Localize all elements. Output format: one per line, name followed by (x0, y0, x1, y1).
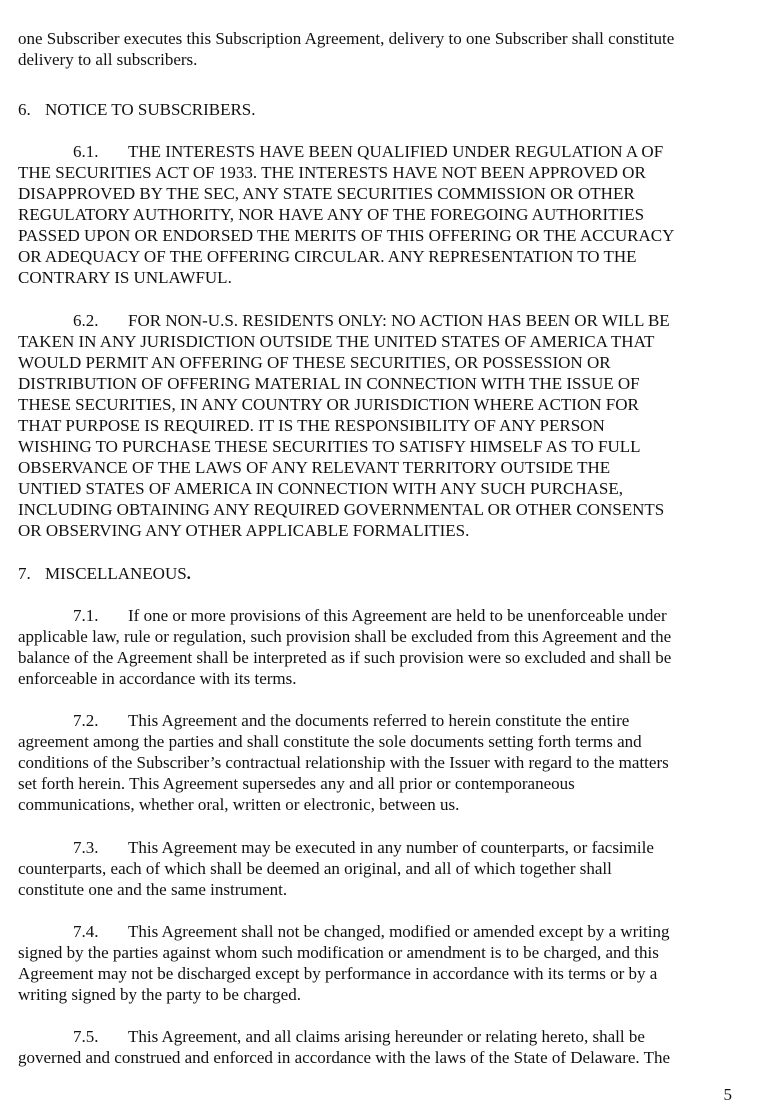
paragraph-line: OBSERVANCE OF THE LAWS OF ANY RELEVANT TERRITORY OUTSIDE THE (18, 458, 611, 477)
paragraph-line: one Subscriber executes this Subscription Agreement, delivery to one Subscriber shall constitute (18, 29, 675, 48)
paragraph-line: CONTRARY IS UNLAWFUL. (18, 268, 232, 287)
paragraph-line: THE INTERESTS HAVE BEEN QUALIFIED UNDER REGULATION A OF (128, 142, 664, 161)
subsection-number: 7.5. (73, 1027, 99, 1046)
page-number: 5 (723, 1085, 732, 1104)
paragraph-line: TAKEN IN ANY JURISDICTION OUTSIDE THE UNITED STATES OF AMERICA THAT (18, 332, 655, 351)
paragraph-line: communications, whether oral, written or electronic, between us. (18, 795, 460, 814)
subsection-7-2 (18, 710, 763, 815)
subsection-7-5 (18, 1026, 763, 1068)
subsection-7-1 (18, 605, 763, 689)
paragraph-line: PASSED UPON OR ENDORSED THE MERITS OF THIS OFFERING OR THE ACCURACY (18, 226, 675, 245)
paragraph-line: If one or more provisions of this Agreement are held to be unenforceable under (128, 606, 667, 625)
subsection-number: 7.1. (73, 606, 99, 625)
section-number: 6. (18, 100, 31, 119)
paragraph-line: This Agreement and the documents referred to herein constitute the entire (128, 711, 630, 730)
paragraph-line: WISHING TO PURCHASE THESE SECURITIES TO SATISFY HIMSELF AS TO FULL (18, 437, 641, 456)
subsection-number: 7.3. (73, 838, 99, 857)
subsection-7-4 (18, 921, 763, 1005)
section-title: MISCELLANEOUS (45, 564, 187, 583)
intro-paragraph (18, 28, 763, 70)
paragraph-line: UNTIED STATES OF AMERICA IN CONNECTION WITH ANY SUCH PURCHASE, (18, 479, 624, 498)
paragraph-line: This Agreement may be executed in any number of counterparts, or facsimile (128, 838, 654, 857)
subsection-6-2 (18, 310, 763, 541)
paragraph-line: signed by the parties against whom such modification or amendment is to be charged, and this (18, 943, 659, 962)
subsection-number: 7.2. (73, 711, 99, 730)
paragraph-line: REGULATORY AUTHORITY, NOR HAVE ANY OF THE FOREGOING AUTHORITIES (18, 205, 645, 224)
paragraph-line: WOULD PERMIT AN OFFERING OF THESE SECURITIES, OR POSSESSION OR (18, 353, 611, 372)
subsection-7-3 (18, 837, 763, 900)
paragraph-line: THE SECURITIES ACT OF 1933. THE INTERESTS HAVE NOT BEEN APPROVED OR (18, 163, 646, 182)
paragraph-line: THESE SECURITIES, IN ANY COUNTRY OR JURISDICTION WHERE ACTION FOR (18, 395, 639, 414)
section-title: NOTICE TO SUBSCRIBERS. (45, 100, 256, 119)
paragraph-line: constitute one and the same instrument. (18, 880, 288, 899)
subsection-number: 6.1. (73, 142, 99, 161)
paragraph-line: delivery to all subscribers. (18, 50, 198, 69)
paragraph-line: Agreement may not be discharged except by performance in accordance with its terms or by a (18, 964, 658, 983)
paragraph-line: THAT PURPOSE IS REQUIRED. IT IS THE RESPONSIBILITY OF ANY PERSON (18, 416, 605, 435)
paragraph-line: FOR NON-U.S. RESIDENTS ONLY: NO ACTION HAS BEEN OR WILL BE (128, 311, 670, 330)
paragraph-line: counterparts, each of which shall be deemed an original, and all of which together shall (18, 859, 612, 878)
paragraph-line: set forth herein. This Agreement supersedes any and all prior or contemporaneous (18, 774, 575, 793)
subsection-6-1 (18, 141, 763, 288)
paragraph-line: balance of the Agreement shall be interpreted as if such provision were so excluded and shall be (18, 648, 672, 667)
paragraph-line: enforceable in accordance with its terms. (18, 669, 297, 688)
paragraph-line: This Agreement shall not be changed, modified or amended except by a writing (128, 922, 670, 941)
paragraph-line: This Agreement, and all claims arising hereunder or relating hereto, shall be (128, 1027, 645, 1046)
section-title-period: . (186, 564, 191, 583)
section-6-heading (18, 99, 256, 120)
subsection-number: 6.2. (73, 311, 99, 330)
paragraph-line: OR ADEQUACY OF THE OFFERING CIRCULAR. ANY REPRESENTATION TO THE (18, 247, 637, 266)
paragraph-line: writing signed by the party to be charged. (18, 985, 301, 1004)
subsection-number: 7.4. (73, 922, 99, 941)
paragraph-line: governed and construed and enforced in accordance with the laws of the State of Delaware. The (18, 1048, 671, 1067)
paragraph-line: conditions of the Subscriber’s contractual relationship with the Issuer with regard to the matters (18, 753, 669, 772)
section-number: 7. (18, 564, 31, 583)
paragraph-line: DISAPPROVED BY THE SEC, ANY STATE SECURITIES COMMISSION OR OTHER (18, 184, 635, 203)
paragraph-line: OR OBSERVING ANY OTHER APPLICABLE FORMALITIES. (18, 521, 470, 540)
paragraph-line: INCLUDING OBTAINING ANY REQUIRED GOVERNMENTAL OR OTHER CONSENTS (18, 500, 665, 519)
paragraph-line: applicable law, rule or regulation, such provision shall be excluded from this Agreement and the (18, 627, 672, 646)
paragraph-line: DISTRIBUTION OF OFFERING MATERIAL IN CONNECTION WITH THE ISSUE OF (18, 374, 640, 393)
section-7-heading (18, 563, 191, 584)
paragraph-line: agreement among the parties and shall constitute the sole documents setting forth terms and (18, 732, 642, 751)
